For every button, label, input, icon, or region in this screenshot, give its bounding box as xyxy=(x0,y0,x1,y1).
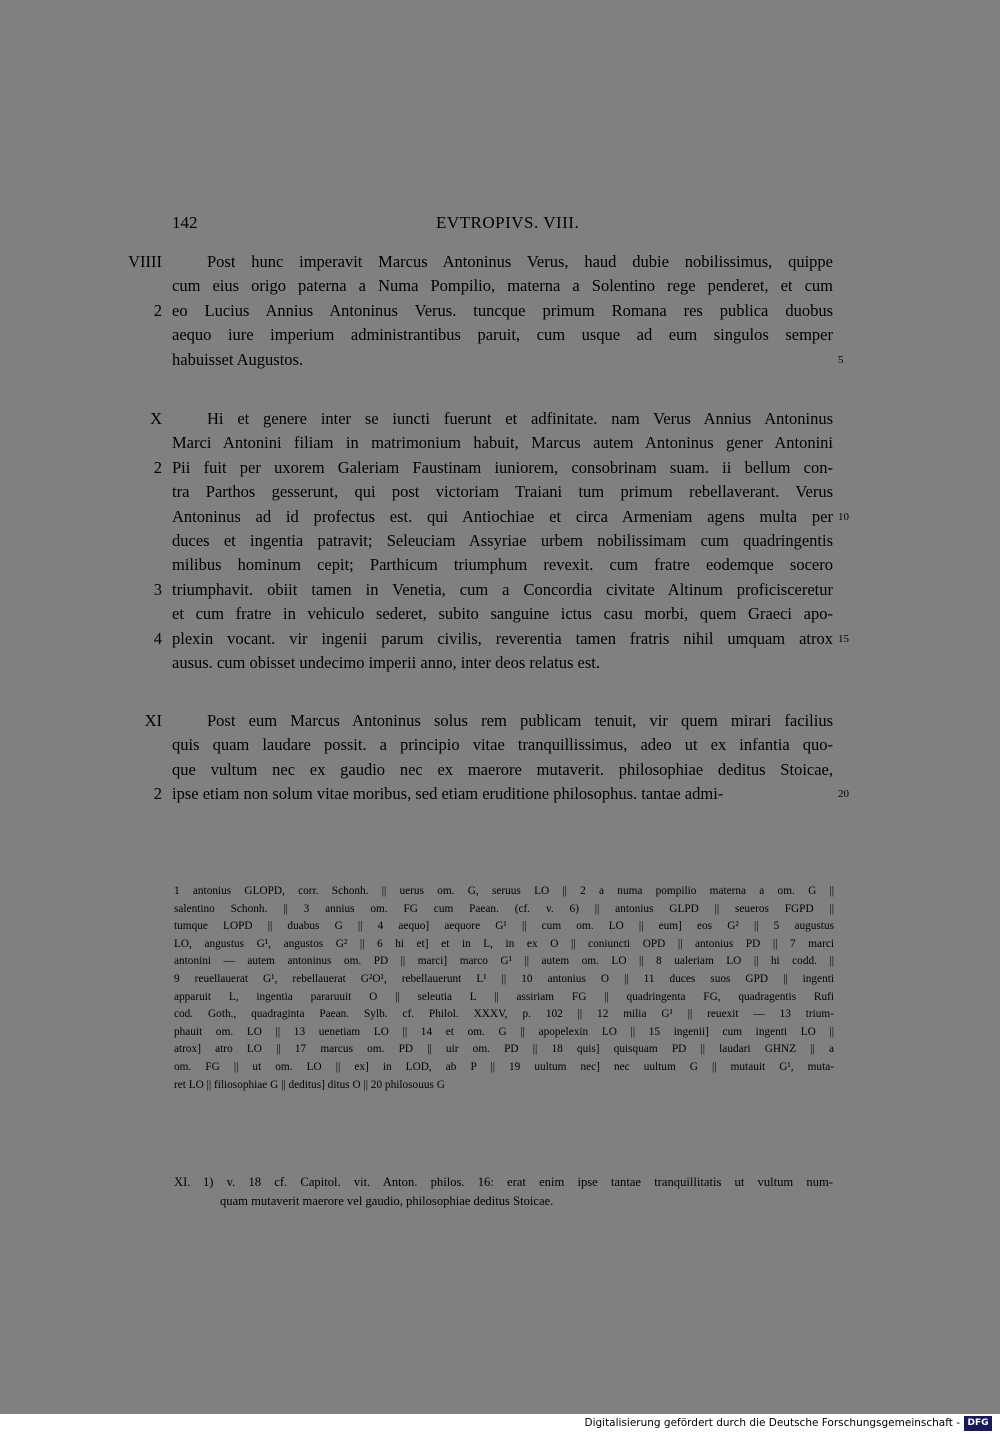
text-line xyxy=(0,274,1000,298)
margin-number-left: X xyxy=(150,409,162,428)
text-line xyxy=(0,733,1000,757)
text-line xyxy=(0,299,1000,323)
line-number-right: 20 xyxy=(838,788,849,801)
margin-number-left: VIIII xyxy=(128,252,162,271)
margin-number-left: 2 xyxy=(153,457,162,477)
text-content: cum eius origo paterna a Numa Pompilio, materna a Solentino rege penderet, et cum xyxy=(172,276,833,296)
text-content: Post eum Marcus Antoninus solus rem publicam tenuit, vir quem mirari facilius xyxy=(207,711,833,730)
margin-number-left: 3 xyxy=(153,579,162,599)
apparatus-text: ret LO || filiosophiae G || deditus] ditus O || 20 philosouus G xyxy=(174,1078,445,1091)
apparatus-line xyxy=(0,1024,1000,1042)
line-number-right: 5 xyxy=(838,353,844,366)
apparatus-line xyxy=(0,1041,1000,1059)
text-content: Antoninus ad id profectus est. qui Antiochiae et circa Armeniam agens multa per xyxy=(172,506,833,526)
line-number-right: 10 xyxy=(838,510,849,523)
apparatus-text: 1 antonius GLOPD, corr. Schonh. || uerus om. G, seruus LO || 2 a numa pompilio materna a om. G || xyxy=(174,885,834,897)
dfg-logo: DFG xyxy=(964,1416,992,1431)
apparatus-line xyxy=(0,883,1000,901)
text-line xyxy=(0,627,1000,651)
apparatus-text: tumque LOPD || duabus G || 4 aequo] aequore G¹ || cum om. LO || eum] eos G² || 5 augustus xyxy=(174,920,834,933)
text-content: Pii fuit per uxorem Galeriam Faustinam iuniorem, consobrinam suam. ii bellum con- xyxy=(172,457,833,477)
apparatus-text: apparuit L, ingentia pararuuit O || seleutia L || assiriam FG || quadringenta FG, quadragentis Rufi xyxy=(174,990,834,1003)
text-content: Post hunc imperavit Marcus Antoninus Verus, haud dubie nobilissimus, quippe xyxy=(207,252,833,271)
text-line xyxy=(0,431,1000,455)
apparatus-line xyxy=(0,1059,1000,1077)
chapter-viiii xyxy=(0,250,1000,372)
text-content: plexin vocant. vir ingenii parum civilis, reverentia tamen fratris nihil umquam atrox xyxy=(172,628,833,648)
apparatus-line xyxy=(0,918,1000,936)
text-line xyxy=(0,758,1000,782)
apparatus-line xyxy=(0,1006,1000,1024)
text-content: milibus hominum cepit; Parthicum triumphum revexit. cum fratre eodemque socero xyxy=(172,555,833,575)
apparatus-line xyxy=(0,936,1000,954)
text-content: triumphavit. obiit tamen in Venetia, cum a Concordia civitate Altinum proficisceretur xyxy=(172,579,833,599)
apparatus-line xyxy=(0,1077,1000,1095)
text-line xyxy=(0,250,1000,274)
footnote-text: 1) v. 18 cf. Capitol. vit. Anton. philos. 16: erat enim ipse tantae tranquillitatis ut vultum num- xyxy=(203,1175,833,1189)
apparatus-line xyxy=(0,971,1000,989)
text-line xyxy=(0,529,1000,553)
footnote-label: XI. xyxy=(174,1175,191,1189)
chapter-xi xyxy=(0,709,1000,807)
footer-text: Digitalisierung gefördert durch die Deutsche Forschungsgemeinschaft - xyxy=(584,1417,960,1429)
page-header xyxy=(0,211,1000,237)
text-line xyxy=(0,480,1000,504)
text-line xyxy=(0,505,1000,529)
footnote-line xyxy=(0,1192,1000,1211)
text-line xyxy=(0,456,1000,480)
margin-number-left: 2 xyxy=(153,300,162,320)
text-line xyxy=(0,651,1000,675)
text-content: que vultum nec ex gaudio nec ex maerore mutaverit. philosophiae deditus Stoicae, xyxy=(172,759,833,779)
text-line xyxy=(0,709,1000,733)
text-content: aequo iure imperium administrantibus paruit, cum usque ad eum singulos semper xyxy=(172,325,833,345)
apparatus-text: antonini — autem antoninus om. PD || marci] marco G¹ || autem om. LO || 8 ualeriam LO || hi codd. || xyxy=(174,955,834,968)
margin-number-left: XI xyxy=(144,711,162,730)
apparatus-text: om. FG || ut om. LO || ex] in LOD, ab P || 19 uultum nec] nec uultum G || mutauit G¹, muta- xyxy=(174,1060,834,1073)
footnote-line xyxy=(0,1173,1000,1192)
chapter-x xyxy=(0,407,1000,675)
line-number-right: 15 xyxy=(838,632,849,645)
text-content: ausus. cum obisset undecimo imperii anno, inter deos relatus est. xyxy=(172,652,600,672)
text-content: Hi et genere inter se iuncti fuerunt et adfinitate. nam Verus Annius Antoninus xyxy=(207,409,833,428)
apparatus-line xyxy=(0,989,1000,1007)
footnote-text: quam mutaverit maerore vel gaudio, philosophiae deditus Stoicae. xyxy=(220,1194,554,1208)
text-content: ipse etiam non solum vitae moribus, sed etiam eruditione philosophus. tantae admi- xyxy=(172,784,724,804)
text-content: eo Lucius Annius Antoninus Verus. tuncque primum Romana res publica duobus xyxy=(172,300,833,320)
apparatus-line xyxy=(0,901,1000,919)
text-content: et cum fratre in vehiculo sederet, subito sanguine ictus casu morbi, quem Graeci apo- xyxy=(172,604,833,624)
text-line xyxy=(0,323,1000,347)
text-line xyxy=(0,578,1000,602)
apparatus-text: phauit om. LO || 13 uenetiam LO || 14 et om. G || apopelexin LO || 15 ingenii] cum ingenti LO || xyxy=(174,1025,834,1038)
apparatus-text: cod. Goth., quadraginta Paean. Sylb. cf. Philol. XXXV, p. 102 || 12 milia G¹ || reuexit — 13 trium- xyxy=(174,1008,834,1021)
text-line xyxy=(0,407,1000,431)
text-line xyxy=(0,348,1000,372)
margin-number-left: 2 xyxy=(153,784,162,804)
critical-apparatus xyxy=(0,883,1000,1094)
page-number: 142 xyxy=(172,213,198,232)
text-content: tra Parthos gesserunt, qui post victoriam Traiani tum primum rebellaverant. Verus xyxy=(172,482,833,502)
footnotes xyxy=(0,1173,1000,1211)
margin-number-left: 4 xyxy=(153,628,162,648)
running-head: EVTROPIVS. VIII. xyxy=(436,213,580,232)
text-line xyxy=(0,553,1000,577)
text-content: habuisset Augustos. xyxy=(172,349,304,369)
digitization-footer xyxy=(0,1414,1000,1434)
text-content: quis quam laudare possit. a principio vitae tranquillissimus, adeo ut ex infantia quo- xyxy=(172,735,833,755)
apparatus-line xyxy=(0,953,1000,971)
apparatus-text: 9 reuellauerat G¹, rebellauerat G²O¹, rebellauerunt L¹ || 10 antonius O || 11 duces suos GPD || ingenti xyxy=(174,972,834,985)
apparatus-text: atrox] atro LO || 17 marcus om. PD || uir om. PD || 18 quis] quisquam PD || laudari GHNZ || a xyxy=(174,1043,834,1056)
apparatus-text: LO, angustus G¹, angustos G² || 6 hi et] et in L, in ex O || coniuncti OPD || antonius PD || 7 marci xyxy=(174,937,834,950)
text-content: Marci Antonini filiam in matrimonium habuit, Marcus autem Antoninus gener Antonini xyxy=(172,433,833,453)
text-line xyxy=(0,782,1000,806)
text-content: duces et ingentia patravit; Seleuciam Assyriae urbem nobilissimam cum quadringentis xyxy=(172,530,833,550)
apparatus-text: salentino Schonh. || 3 annius om. FG cum Paean. (cf. v. 6) || antonius GLPD || seueros FGPD || xyxy=(174,902,834,915)
text-line xyxy=(0,602,1000,626)
